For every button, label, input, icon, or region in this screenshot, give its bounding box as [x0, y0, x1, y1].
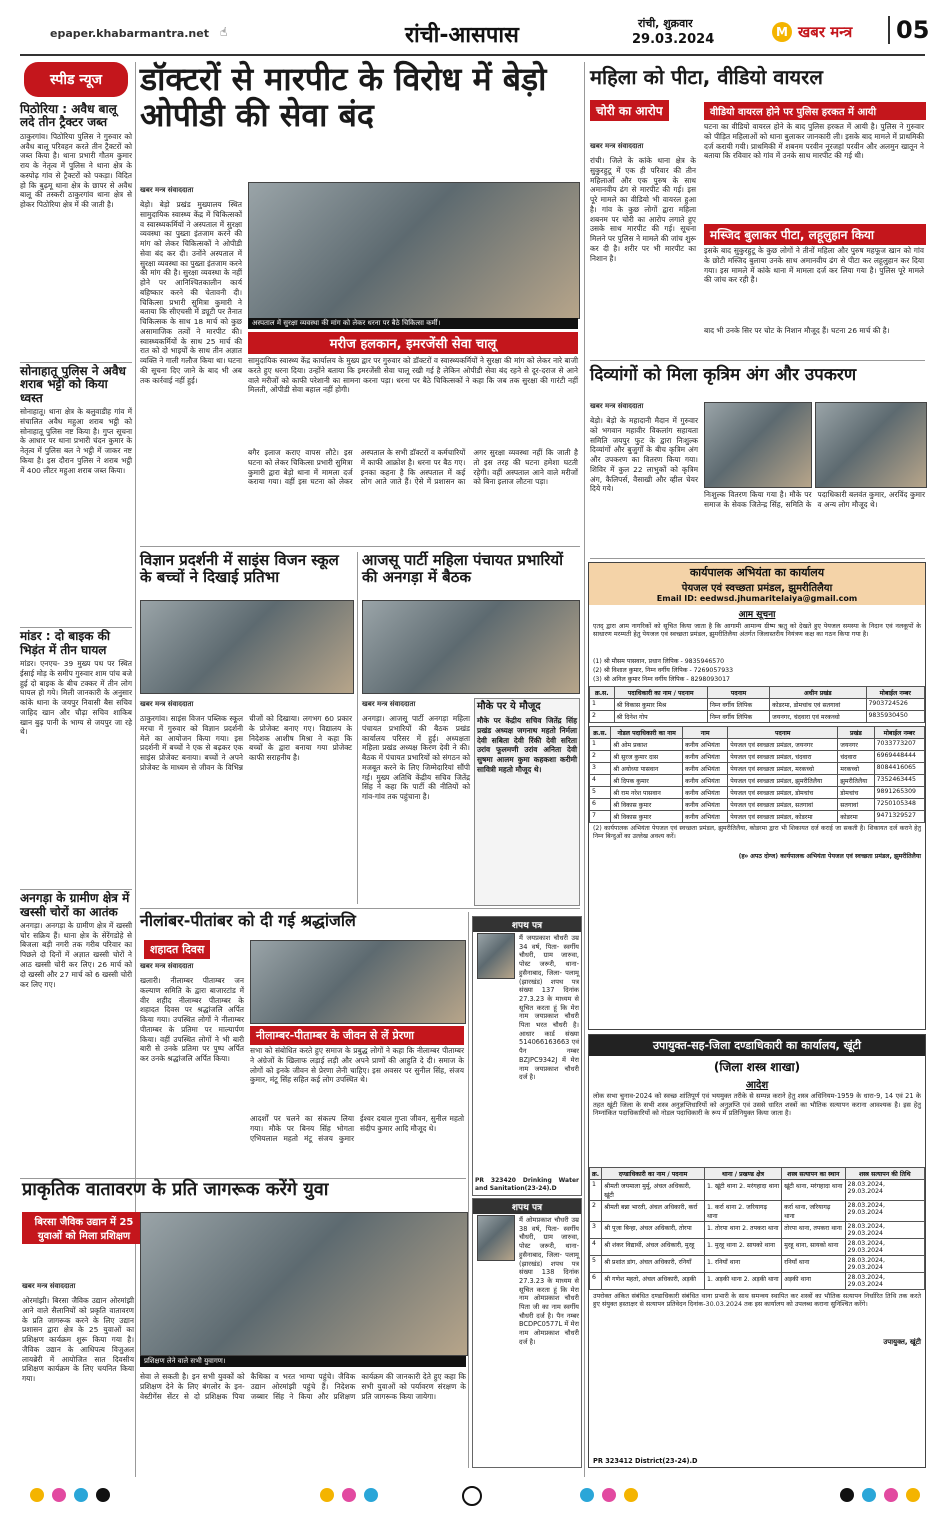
- table-row: 4 श्री शंकर विद्यार्थी, अंचल अधिकारी, मुरहू 1. मुरहू थाना 2. सायको थाना मुरहू थाना, सायको थाना 28.03.2024, 29.03.2024: [590, 1239, 925, 1256]
- woman-body: रांची। जिले के कांके थाना क्षेत्र के सुकुरहुटू में एक ही परिवार की तीन महिलाओं और एक पुरुष के साथ अमानवीय ढंग से मारपीट की गई। इस पूरे मामले का वीडियो भी वायरल हुआ है। गांव के कुछ लोगों द्वारा महिला शबनम पर चोरी का आरोप लगाते हुए उसके साथ मारपीट की गई। सूचना मिलने पर पुलिस ने मामले की जांच शुरू कर दी है। शरीर पर भी मारपीट का निशान है।: [590, 156, 696, 263]
- water-contact: (2) श्री विशाल कुमार, निम्न वर्गीय लिपिक - 7269057933: [593, 667, 734, 674]
- speed-news-column: [20, 62, 132, 1477]
- limbs-byline: खबर मन्त्र संवाददाता: [590, 402, 644, 410]
- woman-byline: खबर मन्त्र संवाददाता: [590, 142, 644, 150]
- table-row: 2 श्री दिनेश गोप निम्न वर्गीय लिपिक जयनगर, चंदवारा एवं मरकच्चो 9835930450: [590, 711, 925, 723]
- affidavit-code: PR 323420 Drinking Water and Sanitation(23-24).D: [475, 1177, 579, 1193]
- dc-title: उपायुक्त-सह-जिला दण्डाधिकारी का कार्यालय, खूंटी: [652, 1039, 861, 1052]
- dc-order-body: लोक सभा चुनाव-2024 को स्वच्छ शांतिपूर्ण एवं भयमुक्त तरीके से सम्पन्न कराने हेतु शस्त्र अधिनियम-1959 के धारा-9, 14 एवं 21 के तहत खूंटी जिला के सभी शस्त्र अनुज्ञप्तिधारियों को अनुज्ञप्ति एवं उससे धारित शस्त्रों का भौतिक सत्यापन कराना आवश्यक है। इस हेतु निम्नांकित पदाधिकारियों को नोडल पदाधिकारी के रूप में प्रतिनियुक्त किया जाता है।: [593, 1092, 921, 1118]
- speed-news-item: [20, 103, 132, 362]
- speed-news-body: ठाकुरगांव। पिठोरिया पुलिस ने गुरुवार को अवैध बालू परिवहन करते तीन ट्रैक्टरों को जब्त किया है। थाना प्रभारी गौतम कुमार राय के नेतृत्व में पुलिस ने थाना क्षेत्र के कस्पोढ़ गांव से ट्रैक्टरों को पकड़ा। विदित हो कि बुढ़मू थाना क्षेत्र के छापर से अवैध बालू की तस्करी ठाकुरगांव थाना क्षेत्र से होकर पिठोरिया क्षेत्र में की जाती है।: [20, 131, 132, 210]
- water-notice: [588, 562, 926, 1030]
- masthead: [20, 14, 930, 56]
- page-number: 05: [888, 16, 929, 44]
- woman-subheadline-1: वीडियो वायरल होने पर पुलिस हरकत में आयी: [704, 102, 926, 120]
- water-signature: (ह० अपठ दोग्ज) कार्यपालक अभियंता पेयजल एवं स्वच्छता प्रमंडल, झुमरीतिलैया: [738, 853, 921, 860]
- water-contact: (1) श्री मौसम पासवान, प्रधान लिपिक - 9835946570: [593, 658, 725, 665]
- lead-byline: खबर मन्त्र संवाददाता: [140, 186, 194, 194]
- dc-closing: उपरोक्त अंकित संबंधित दण्डाधिकारी संबंधित थाना प्रभारी के साथ समन्वय स्थापित कर शस्त्रों का भौतिक सत्यापन निर्धारित तिथि तक करते हुए संयुक्त हस्ताक्षर से सत्यापन प्रतिवेदन दिनांक-30.03.2024 तक इस कार्यालय को उपलब्ध कराना सुनिश्चित करेंगे।: [593, 1292, 921, 1309]
- nilambar-kicker: शहादत दिवस: [144, 940, 210, 959]
- lead-continued: बगैर इलाज कराए वापस लौटे। इस घटना को लेकर चिकित्सा प्रभारी सुमित्रा कुमारी द्वारा बेड़ो थाना में मामला दर्ज कराया गया। वहीं इस घटना को लेकर अस्पताल के सभी डॉक्टरों व कर्मचारियों में काफी आक्रोश है। धरना पर बैठ गए। इनका कहना है कि अस्पताल में कई लोग आते जाते हैं। ऐसे में प्रशासन का अगर सुरक्षा व्यवस्था नहीं कि जाती है तो इस तरह की घटना हमेशा घटती रहेगी। वहीं अस्पताल आने वाले मरीजों को बिना इलाज लौटना पड़ा।: [248, 448, 578, 487]
- cursor-icon: ☝: [220, 25, 228, 39]
- nature-headline: प्राकृतिक वातावरण के प्रति जागरूक करेंगे युवा: [22, 1179, 329, 1200]
- woman-headline: महिला को पीटा, वीडियो वायरल: [590, 65, 823, 89]
- table-row: 6 श्री गणेश महतो, अंचल अधिकारी, अड़की 1. अड़की थाना 2. अड़की थाना अड़की थाना 28.03.2024, 29.03.2024: [590, 1273, 925, 1290]
- dc-subtitle: (जिला शस्त्र शाखा): [713, 1060, 801, 1074]
- ajsu-body: अनगड़ा। आजसू पार्टी अनगड़ा महिला पंचायत प्रभारियों की बैठक प्रखंड कार्यालय परिसर में हुई। अध्यक्षता महिला प्रखंड अध्यक्ष किरण देवी ने की। बैठक में पंचायत प्रभारियों को संगठन को मजबूत करने के लिए जिम्मेदारियां सौंपी गई। मुख्य अतिथि केंद्रीय सचिव जितेंद्र सिंह ने कहा कि पार्टी की नीतियों को गांव-गांव तक पहुंचाना है।: [362, 714, 470, 802]
- section-title: रांची-आसपास: [405, 23, 519, 48]
- table-row: 1 श्री ओम प्रकाश कनीय अभियंता पेयजल एवं स्वच्छता प्रमंडल, जयनगर जयनगर 7033773207: [590, 739, 925, 751]
- science-byline: खबर मन्त्र संवाददाता: [140, 700, 194, 708]
- limbs-photo-1: [704, 402, 812, 488]
- affidavit-title: शपथ पत्र: [473, 917, 581, 932]
- science-photo: [140, 600, 354, 694]
- table-row: 3 श्री पूजा बिन्हा, अंचल अधिकारी, तोरपा 1. तोरपा थाना 2. तपकरा थाना तोरपा थाना, तपकरा थाना 28.03.2024, 29.03.2024: [590, 1222, 925, 1239]
- science-body: ठाकुरगांव। साइंस विजन पब्लिक स्कूल मरचा में गुरुवार को विज्ञान प्रदर्शनी मेले का आयोजन किया गया। इस प्रदर्शनी में बच्चों ने एक से बढ़कर एक साइंस प्रोजेक्ट बनाया। बच्चों ने अपने प्रोजेक्ट के माध्यम से जीवन के विभिन्न चीजों को दिखाया। लगभग 60 प्रकार के प्रोजेक्ट बनाए गए। विद्यालय के निदेशक आशीष मिश्रा ने कहा कि बच्चों के द्वारा बनाया गया प्रोजेक्ट काफी सराहनीय है।: [140, 714, 352, 772]
- lead-subbody: सामुदायिक स्वास्थ्य केंद्र कार्यालय के मुख्य द्वार पर गुरुवार को डॉक्टरों व स्वास्थ्यकर्मियों ने सुरक्षा की मांग को लेकर नारे बाजी करते हुए धरना दिया। उन्होंने बताया कि इमरजेंसी सेवा चालू रखी गई है लेकिन ओपीडी सेवा बंद रहने से दूर-दराज से आने वाले मरीजों को काफी परेशानी का सामना करना पड़ा। धरना पर बैठे चिकित्सकों ने कहा कि जब तक सुरक्षा की गारंटी नहीं मिलती, ओपीडी सेवा बहाल नहीं होगी।: [248, 356, 578, 395]
- nilambar-continued: आदर्शों पर चलने का संकल्प लिया गया। मौके पर बिनय सिंह भोगता एभियलाल महतो मंटू संजय कुमार ईश्वर दयाल गुप्ता जीवन, सुनील महतो संदीप कुमार आदि मौजूद थे।: [250, 1114, 464, 1143]
- table-row: 2 श्रीमती बन्ना भारती, अंचल अधिकारी, कर्रा 1. कर्रा थाना 2. जरियागढ़ थाना कर्रा थाना, जरियागढ़ थाना 28.03.2024, 29.03.2024: [590, 1201, 925, 1222]
- nature-continued: सेवा ले सकती है। इन सभी युवकों को प्रशिक्षण देने के लिए बंगलोर के इन-वेस्टीगेंस सेंटर से दो प्रशिक्षक पिया कैथिका व भरत भाग्या पहुंचे। जैविक उद्यान ओरमांझी पहुंचे हैं। निदेशक जब्बार सिंह ने किया और प्रशिक्षण कार्यक्रम की जानकारी देते हुए कहा कि सभी युवाओं को पर्यावरण संरक्षण के प्रति जागरूक किया जायेगा।: [140, 1372, 466, 1401]
- affidavit-notice: [472, 1198, 582, 1468]
- site-url[interactable]: epaper.khabarmantra.net: [50, 27, 209, 40]
- water-division: पेयजल एवं स्वच्छता प्रमंडल, झुमरीतिलैया: [681, 583, 833, 594]
- woman-subheadline-2: मस्जिद बुलाकर पीटा, लहूलुहान किया: [704, 224, 926, 245]
- table-row: 6 श्री विकास कुमार कनीय अभियंता पेयजल एवं स्वच्छता प्रमंडल, सतगावां सतगावां 7250105348: [590, 799, 925, 811]
- nature-photo: [140, 1212, 468, 1356]
- speed-news-body: मांडर। एनएच- 39 मुख्य पथ पर स्थित ईसाई मोड़ के समीप गुरुवार शाम पांच बजे हुई दो बाइक के बीच टक्कर में तीन लोग घायल हो गये। मिली जानकारी के अनुसार कांके थाना के जयपुर निवासी बैस सचिव जाहिद खान और चौढ़ा सचिव शाकिब खान बुढ़ पानी के भाग्य से जयपुर जा रहे थे।: [20, 659, 132, 737]
- issue-date: 29.03.2024: [632, 32, 715, 47]
- dc-signature: उपायुक्त, खूंटी: [883, 1338, 921, 1346]
- lead-body: बेड़ो। बेड़ो प्रखंड मुख्यालय स्थित सामुदायिक स्वास्थ्य केंद्र में चिकित्सकों व स्वास्थ्यकर्मियों ने अस्पताल में सुरक्षा व्यवस्था का पुख्ता इंतजाम करने की मांग को लेकर चिकित्सकों ने ओपीडी सेवा बंद कर दी। उनोंने अस्पताल में सुरक्षा व्यवस्था का पुख्ता इंतजाम करने की मांग की है। सुरक्षा व्यवस्था के नहीं होने पर आनिश्चितकालीन कार्य बहिष्कार करने की चेतावनी दी। चिकित्सा प्रभारी सुमित्रा कुमारी ने बताया कि सीएचसी में ड्यूटी पर तैनात चिकित्सक के साथ 18 मार्च को कुछ असामाजिक तत्वों ने मारपीट की। स्वास्थ्यकर्मियों के साथ 25 मार्च की रात को दो भाइयों के साथ तीन अज्ञात व्यक्ति ने गाली गलौज किया था। घटना की सूचना दिए जाने के बाद भी अब तक कार्रवाई नहीं हुई।: [140, 200, 243, 385]
- limbs-headline: दिव्यांगों को मिला कृत्रिम अंग और उपकरण: [590, 365, 857, 385]
- brand-name: खबर मन्त्र: [798, 23, 853, 41]
- ajsu-attendees-box: [474, 698, 580, 906]
- registration-crosshair-icon: [462, 1486, 482, 1506]
- affidavit-body: मैं ओमप्रकाश चौधरी उम्र 38 वर्ष, पिता- स्वर्गीय चौधरी, ग्राम जारुवा, पोस्ट जरूरी, थाना- हुसैनाबाद, जिला- पलामू (झारखंड) शपथ पत्र संख्या 138 दिनांक 27.3.23 के माध्यम से सूचित करता हूं कि मेरा नाम ओमप्रकाश चौधरी पिता जी का नाम स्वर्गीय चौधरी दर्ज है। पैन नम्बर BCDPC0577L में मेरा नाम ओमप्रकाश चौधरी दर्ज है।: [519, 1216, 579, 1346]
- nilambar-byline: खबर मन्त्र संवाददाता: [140, 962, 194, 970]
- speed-news-item: [20, 627, 132, 889]
- woman-kicker: चोरी का आरोप: [590, 100, 669, 121]
- ajsu-box-title: मौके पर ये मौजूद: [477, 701, 541, 712]
- water-table-1: क्र.स. पदाधिकारी का नाम / पदनाम पदनाम अधीन प्रखंड मोबाईल नम्बर 1 श्री विकास कुमार मिश्र निम्न वर्गीय लिपिक कोडरमा, डोमचांच एवं सतगावां 7903724526 2 श्री दिनेश गोप निम्न वर्गीय लिपिक जयनगर, चंदवारा एवं मरकच्चो 9835930450: [589, 686, 925, 723]
- water-contacts: [589, 656, 925, 683]
- water-org-title: कार्यपालक अभियंता का कार्यालय: [689, 566, 825, 579]
- table-row: 1 श्री विकास कुमार मिश्र निम्न वर्गीय लिपिक कोडरमा, डोमचांच एवं सतगावां 7903724526: [590, 699, 925, 711]
- limbs-photo-2: [815, 402, 927, 488]
- water-table-2: क्र.स. नोडल पदाधिकारी का नाम नाम पदनाम प्रखंड मोबाईल नम्बर 1 श्री ओम प्रकाश कनीय अभियंता पेयजल एवं स्वच्छता प्रमंडल, जयनगर जयनगर 7033773207 2 श्री सुरज कुमार दास कनीय अभियंता पेयजल एवं स्वच्छता प्रमंडल, चंदवारा चंदवारा 6969448444 3 श्री अयोध्या पासवान कनीय अभियंता पेयजल एवं स्वच्छता प्रमंडल, मरकच्चो मरकच्चो 8084416065 4 श्री दिपक कुमार कनीय अभियंता पेयजल एवं स्वच्छता प्रमंडल, झुमरीतिलैया झुमरीतिलैया 7352463445 5 श्री राम नरेश पासवान कनीय अभियंता पेयजल एवं स्वच्छता प्रमंडल, डोमचांच डोमचांच 9891265309 6 श्री विकास कुमार कनीय अभियंता पेयजल एवं स्वच्छता प्रमंडल, सतगावां सतगावां 7250105348 7 श्री विकास कुमार कनीय अभियंता पेयजल एवं स्वच्छता प्रमंडल, कोडरमा कोडरमा 9471329527: [589, 726, 925, 823]
- nature-photo-caption: प्रशिक्षण लेने वाले सभी युवागण।: [140, 1356, 466, 1367]
- speed-news-body: सोनाहातू। थाना क्षेत्र के बलुवाडीह गांव में संचालित अवैध महुआ शराब भट्ठी को सोनाहातू पुलिस नष्ट किया है। गुप्त सूचना के आधार पर थाना प्रभारी चंदन कुमार के नेतृत्व में पुलिस बल ने भट्ठी में जाकर नष्ट किया है। इस दौरान पुलिस ने शराब भट्ठी में 400 लीटर महुआ शराब जब्त किया।: [20, 407, 132, 475]
- woman-subbody-1: घटना का वीडियो वायरल होने के बाद पुलिस हरकत में आयी है। पुलिस ने गुरुवार को पीड़ित महिलाओं को थाना बुलाकर जानकारी ली। इसके बाद मामले में प्राथमिकी दर्ज करायी गयी। प्राथमिकी में शबनम परवीन नूरजहां परवीन और अलमुन खातून ने बताया कि रविवार को गांव में उनके साथ मारपीट की गई थी।: [704, 122, 924, 161]
- print-registration-bar: [20, 1482, 925, 1508]
- water-intro: एतद् द्वारा आम नागरिकों को सूचित किया जाता है कि आगामी आमान्य ग्रीष्म ऋतु को देखते हुए पेयजल समस्या के निदान एवं नलकूपों के साधारण मरम्मती हेतु पेयजल एवं स्वच्छता प्रमंडल, झुमरीतिलैया अंतर्गत जिलास्तरीय नियंत्रण कक्ष का गठन किया गया है।: [593, 622, 921, 639]
- table-row: 5 श्री राम नरेश पासवान कनीय अभियंता पेयजल एवं स्वच्छता प्रमंडल, डोमचांच डोमचांच 9891265309: [590, 787, 925, 799]
- limbs-body-2: निःशुल्क वितरण किया गया है। मौके पर समाज के सेवक जितेन्द्र सिंह, समिति के पदाधिकारी बलवंत कुमार, अरविंद कुमार व अन्य लोग मौजूद थे।: [704, 490, 925, 509]
- brand-logo-icon: M: [772, 22, 792, 42]
- speed-news-body: अनगड़ा। अनगड़ा के ग्रामीण क्षेत्र में खस्सी चोर सक्रिय हैं। थाना क्षेत्र के सेरेंगडोहे से बिजला बड़ी नगरी तक गरीब परिवार का पिछले दो दिनों में अज्ञात खस्सी चोरों ने आठ खस्सी चोरी कर लिए। 26 मार्च को दो खस्सी और 27 मार्च को 6 खस्सी चोरी कर लिए गए।: [20, 920, 132, 989]
- woman-subbody-2: इसके बाद सुकुरहुटू के कुछ लोगों ने तीनों महिला और पुरुष महफूज खान को गांव के छोटी मस्जिद बुलाया उनके साथ अमानवीय ढंग से पीटा कर लहूलुहान कर दिया गया। इस मामले में कांके थाना में मामला दर्ज कर लिया गया है। पुलिस पूरे मामले की जांच कर रही है।: [704, 246, 924, 285]
- ajsu-byline: खबर मन्त्र संवाददाता: [362, 700, 416, 708]
- nature-body: ओरमांझी। बिरसा जैविक उद्यान ओरमांझी आने वाले सैलानियों को प्रकृति वातावरण के प्रति जागरूक करने के लिए उद्यान प्रशासन द्वारा क्षेत्र के 25 युवाओं का प्रशिक्षण कार्यक्रम शुरू किया गया है। जैविक उद्यान के आधिपत्य विजुअल लायब्रेरी में आयोजित सात दिवसीय प्रशिक्षण कार्यक्रम के लिए चयनित किया गया।: [22, 1296, 134, 1384]
- water-footer: (2) कार्यपालक अभियंता पेयजल एवं स्वच्छता प्रमंडल, झुमरीतिलैया, कोडरमा द्वारा भी शिकायत दर्ज कराई जा सकती है। शिकायत दर्ज कराने हेतु निम्न बिन्दुओं का उल्लेख अवश्य करें।: [593, 825, 921, 841]
- nilambar-body: खलारी। नीलाम्बर पीताम्बर जन कल्याण समिति के द्वारा बाजारटांड में वीर शहीद नीलाम्बर पीताम्बर के शहादत दिवस पर श्रद्धांजलि अर्पित किया गया। उपस्थित लोगों ने नीलाम्बर पीताम्बर के प्रतिमा पर माल्यार्पण किया। वहीं उपस्थित लोगों ने भी बारी बारी से उनके प्रतिमा पर पुष्प अर्पित कर उनके श्रद्धांजलि अर्पित किया।: [140, 976, 244, 1064]
- lead-headline: डॉक्टरों से मारपीट के विरोध में बेड़ो ओपीडी की सेवा बंद: [140, 60, 547, 134]
- speed-news-headline: पिठोरिया : अवैध बालू लदे तीन ट्रैक्टर जब्त: [20, 102, 117, 130]
- dc-order-label: आदेश: [745, 1080, 769, 1091]
- speed-news-item: [20, 362, 132, 627]
- woman-tail: बाद भी उनके सिर पर चोट के निशान मौजूद हैं। घटना 26 मार्च की है।: [704, 326, 890, 335]
- speed-news-item: [20, 889, 132, 1151]
- dc-code: PR 323412 District(23-24).D: [593, 1457, 698, 1465]
- nature-kicker: बिरसा जैविक उद्यान में 25 युवाओं को मिला प्रशिक्षण: [22, 1212, 146, 1244]
- nilambar-subheadline: नीलाम्बर-पीताम्बर के जीवन से लें प्रेरणा: [250, 1026, 464, 1045]
- nilambar-subbody: सभा को संबोधित करते हुए समाज के प्रबुद्ध लोगों ने कहा कि नीलाम्बर पीताम्बर ने अंग्रेजों के खिलाफ लड़ाई लड़ी और अपने प्राणों की आहुति दे दी। समाज के लोगों को इनके जीवन से प्रेरणा लेनी चाहिए। इस अवसर पर सुनील सिंह, संजय कुमार, मंटू सिंह सहित कई लोग उपस्थित थे।: [250, 1046, 464, 1085]
- water-email[interactable]: Email ID: eedwsd.jhumaritelaiya@gmail.com: [656, 594, 858, 603]
- table-row: 7 श्री विकास कुमार कनीय अभियंता पेयजल एवं स्वच्छता प्रमंडल, कोडरमा कोडरमा 9471329527: [590, 811, 925, 823]
- affidavit-title: शपथ पत्र: [473, 1199, 581, 1214]
- water-contact: (3) श्री अनिल कुमार निम्न वर्गीय लिपिक - 8298093017: [593, 676, 730, 683]
- table-row: 3 श्री अयोध्या पासवान कनीय अभियंता पेयजल एवं स्वच्छता प्रमंडल, मरकच्चो मरकच्चो 8084416065: [590, 763, 925, 775]
- affidavit-notice: [472, 916, 582, 1196]
- table-row: 5 श्री प्रशांत डांग, अंचल अधिकारी, रनियाँ 1. रनियाँ थाना रनियाँ थाना 28.03.2024, 29.03.2024: [590, 1256, 925, 1273]
- nilambar-photo: [250, 940, 466, 1024]
- limbs-body: बेड़ो। बेड़ो के महादानी मैदान में गुरुवार को भगवान महावीर विकलांग सहायता समिति जयपुर फुट के द्वारा निःशुल्क दिव्यांगों और बुजुर्गों के बीच कृत्रिम अंग और उपकरण का वितरण किया गया। शिविर में कुल 22 लाभुकों को कृत्रिम अंग, कैलिपर्स, वैसाखी और व्हील चेयर दिये गये।: [590, 416, 698, 494]
- lead-photo-caption: अस्पताल में सुरक्षा व्यवस्था की मांग को लेकर धरना पर बैठे चिकित्सा कर्मी।: [248, 318, 578, 329]
- lead-photo: [248, 182, 580, 319]
- table-row: 2 श्री सुरज कुमार दास कनीय अभियंता पेयजल एवं स्वच्छता प्रमंडल, चंदवारा चंदवारा 6969448444: [590, 751, 925, 763]
- water-notice-label: आम सूचना: [738, 610, 776, 620]
- ajsu-headline: आजसू पार्टी महिला पंचायत प्रभारियों की अनगड़ा में बैठक: [362, 551, 563, 586]
- nature-byline: खबर मन्त्र संवाददाता: [22, 1282, 76, 1290]
- dc-notice: [588, 1034, 926, 1468]
- ajsu-photo: [362, 600, 580, 694]
- table-row: 4 श्री दिपक कुमार कनीय अभियंता पेयजल एवं स्वच्छता प्रमंडल, झुमरीतिलैया झुमरीतिलैया 7352463445: [590, 775, 925, 787]
- speed-news-headline: अनगड़ा के ग्रामीण क्षेत्र में खस्सी चोरों का आतंक: [20, 891, 130, 919]
- city-day: रांची, शुक्रवार: [638, 17, 693, 30]
- table-row: 1 श्रीमती जयमाला मुर्मू, अंचल अधिकारी, खूंटी 1. खूंटी थाना 2. मरंगहादा थाना खूंटी थाना, मरंगहादा थाना 28.03.2024, 29.03.2024: [590, 1180, 925, 1201]
- speed-news-headline: सोनाहातू पुलिस ने अवैध शराब भट्टी को किया ध्वस्त: [20, 363, 126, 405]
- speed-news-badge: स्पीड न्यूज: [24, 62, 128, 97]
- science-headline: विज्ञान प्रदर्शनी में साइंस विजन स्कूल के बच्चों ने दिखाई प्रतिभा: [140, 551, 339, 586]
- nilambar-headline: नीलांबर-पीतांबर को दी गई श्रद्धांजलि: [140, 911, 356, 930]
- speed-news-headline: मांडर : दो बाइक की भिड़ंत में तीन घायल: [20, 629, 110, 657]
- dc-table: क्र. दण्डाधिकारी का नाम / पदनाम थाना / प्रखण्ड क्षेत्र शस्त्र सत्यापन का स्थान शस्त्र सत्यापन की तिथि 1 श्रीमती जयमाला मुर्मू, अंचल अधिकारी, खूंटी 1. खूंटी थाना 2. मरंगहादा थाना खूंटी थाना, मरंगहादा थाना 28.03.2024, 29.03.2024 2 श्रीमती बन्ना भारती, अंचल अधिकारी, कर्रा 1. कर्रा थाना 2. जरियागढ़ थाना कर्रा थाना, जरियागढ़ थाना 28.03.2024, 29.03.2024 3 श्री पूजा बिन्हा, अंचल अधिकारी, तोरपा 1. तोरपा थाना 2. तपकरा थाना तोरपा थाना, तपकरा थाना 28.03.2024, 29.03.2024 4 श्री शंकर विद्यार्थी, अंचल अधिकारी, मुरहू 1. मुरहू थाना 2. सायको थाना मुरहू थाना, सायको थाना 28.03.2024, 29.03.2024 5 श्री प्रशांत डांग, अंचल अधिकारी, रनियाँ 1. रनियाँ थाना रनियाँ थाना 28.03.2024, 29.03.2024 6 श्री गणेश महतो, अंचल अधिकारी, अड़की 1. अड़की थाना 2. अड़की थाना अड़की थाना 28.03.2024, 29.03.2024: [589, 1167, 925, 1290]
- ajsu-box-body: मौके पर केंद्रीय सचिव जितेंद्र सिंह प्रखंड अध्यक्ष जगनाथ महतो निर्मला देवी सबिता देवी रिंकी देवी सरिता उरांव फूलमणी उरांव अनिता देवी सुषमा आलम कुमा कहकशा करीमी सावित्री महतो मौजूद थे।: [477, 716, 577, 775]
- affidavit-body: मैं जयप्रकाश चौधरी उम्र 34 वर्ष, पिता- स्वर्गीय चौधरी, ग्राम जारुवा, पोस्ट जरूरी, थाना- हुसैनाबाद, जिला- पलामू (झारखंड) शपथ पत्र संख्या 137 दिनांक 27.3.23 के माध्यम से सूचित करता हूं कि मेरा नाम जयप्रकाश चौधरी पिता भरत चौधरी है। आधार कार्ड संख्या 514066163663 एवं पैन नम्बर BZJPC9342J में मेरा नाम जयप्रकाश चौधरी दर्ज है।: [519, 934, 579, 1082]
- affidavit-photo: [477, 933, 515, 979]
- affidavit-photo: [477, 1215, 515, 1261]
- lead-subheadline: मरीज हलकान, इमरजेंसी सेवा चालू: [248, 332, 578, 354]
